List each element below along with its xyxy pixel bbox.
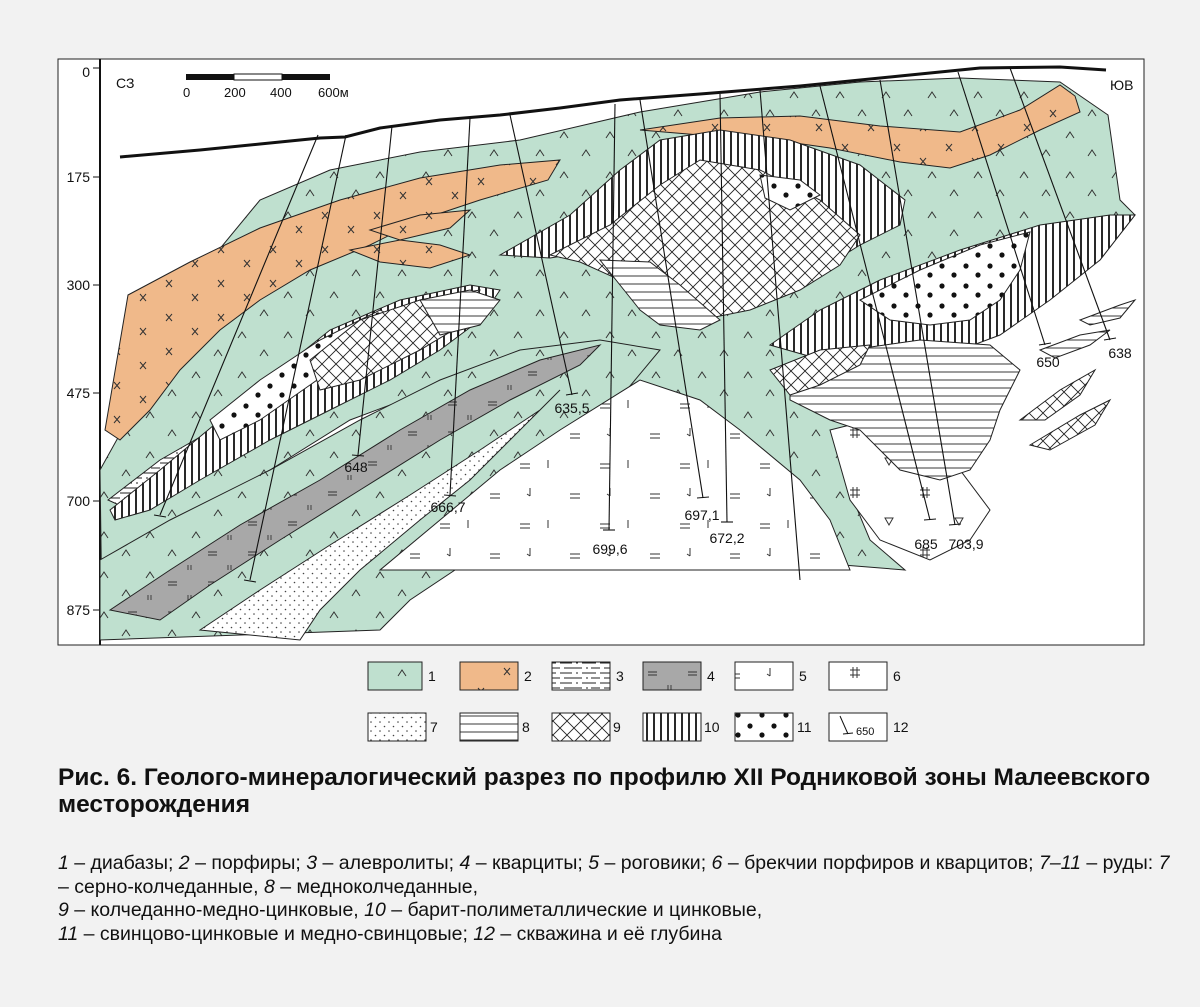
- legend-swatch-6: [829, 662, 887, 690]
- caption-num: 7–11: [1038, 852, 1081, 874]
- caption-text: – брекчии порфиров и кварцитов;: [722, 852, 1039, 874]
- caption-num: 8: [263, 875, 275, 898]
- legend-drillhole-sample: 650: [856, 726, 875, 738]
- caption-num: 11: [58, 922, 79, 945]
- figure-caption-legend: [58, 852, 1178, 946]
- drillhole-depth-label: 648: [344, 459, 368, 475]
- caption-num: 3: [306, 852, 318, 874]
- scale-label: 400: [270, 85, 292, 100]
- depth-tick: 175: [66, 169, 90, 185]
- drillhole-depth-label: 699,6: [592, 541, 628, 557]
- drillhole-depth-label: 650: [1036, 354, 1060, 370]
- legend-swatch-9: [552, 713, 610, 741]
- depth-tick: 875: [66, 602, 90, 618]
- scale-label: 600м: [318, 85, 349, 100]
- caption-text: – свинцово-цинковые и медно-свинцовые;: [78, 922, 474, 945]
- legend-swatch-7: [368, 713, 426, 741]
- drillhole-depth-label: 697,1: [684, 507, 720, 523]
- drillhole-depth-label: 703,9: [948, 536, 984, 552]
- drillhole-depth-label: 685: [914, 536, 938, 552]
- figure-caption-title: Рис. 6. Геолого-минералогический разрез по профилю XII Родниковой зоны Малеевского месторождения: [58, 764, 1151, 818]
- caption-num: 9: [58, 899, 69, 921]
- scale-label: 0: [183, 85, 191, 100]
- legend-num: 8: [522, 719, 530, 735]
- legend-swatch-1: [368, 662, 422, 690]
- legend-swatch-10: [643, 713, 701, 741]
- caption-text: – руды:: [1080, 852, 1159, 874]
- legend-num: 6: [893, 668, 901, 684]
- caption-num: 2: [178, 852, 190, 874]
- legend-num: 1: [428, 668, 436, 684]
- caption-num: 10: [364, 899, 386, 921]
- legend-swatch-4: [643, 662, 701, 690]
- drillhole-depth-label: 635,5: [554, 400, 590, 416]
- caption-text: – серно-колчеданные,: [58, 875, 264, 898]
- depth-tick: 300: [66, 277, 90, 293]
- caption-text: – алевролиты;: [317, 852, 460, 874]
- caption-text: – роговики;: [599, 852, 712, 874]
- caption-num: 5: [588, 852, 600, 874]
- caption-num: 12: [473, 922, 495, 945]
- map-legend: [368, 662, 909, 741]
- legend-num: 7: [430, 719, 438, 735]
- drillhole-depth-label: 666,7: [430, 499, 466, 515]
- legend-num: 12: [893, 719, 909, 735]
- legend-swatch-8: [460, 713, 518, 741]
- depth-tick: 475: [66, 385, 90, 401]
- legend-swatch-3: [552, 662, 610, 690]
- caption-num: 1: [58, 852, 69, 874]
- depth-tick: 700: [66, 493, 90, 509]
- caption-text: – медноколчеданные,: [274, 875, 479, 898]
- caption-num: 4: [459, 852, 471, 874]
- legend-num: 4: [707, 668, 715, 684]
- drillhole-depth-label: 638: [1108, 345, 1132, 361]
- caption-text: – кварциты;: [470, 852, 589, 874]
- legend-num: 3: [616, 668, 624, 684]
- legend-num: 2: [524, 668, 532, 684]
- legend-num: 10: [704, 719, 720, 735]
- caption-text: – диабазы;: [68, 852, 179, 874]
- legend-num: 5: [799, 668, 807, 684]
- legend-swatch-5: [735, 662, 793, 690]
- caption-text: – порфиры;: [189, 852, 307, 874]
- caption-text: – барит-полиметаллические и цинковые,: [385, 899, 763, 921]
- drillhole-depth-label: 672,2: [709, 530, 745, 546]
- caption-text: – скважина и её глубина: [494, 922, 723, 945]
- legend-swatch-11: [735, 713, 793, 741]
- caption-num: 7: [1158, 852, 1170, 874]
- caption-num: 6: [711, 852, 723, 874]
- legend-num: 11: [797, 719, 812, 735]
- legend-swatch-2: [460, 662, 518, 690]
- scale-label: 200: [224, 85, 246, 100]
- direction-se: ЮВ: [1110, 77, 1134, 93]
- caption-text: – колчеданно-медно-цинковые,: [68, 899, 365, 921]
- depth-tick: 0: [82, 64, 90, 80]
- legend-num: 9: [613, 719, 621, 735]
- direction-nw: СЗ: [116, 75, 135, 91]
